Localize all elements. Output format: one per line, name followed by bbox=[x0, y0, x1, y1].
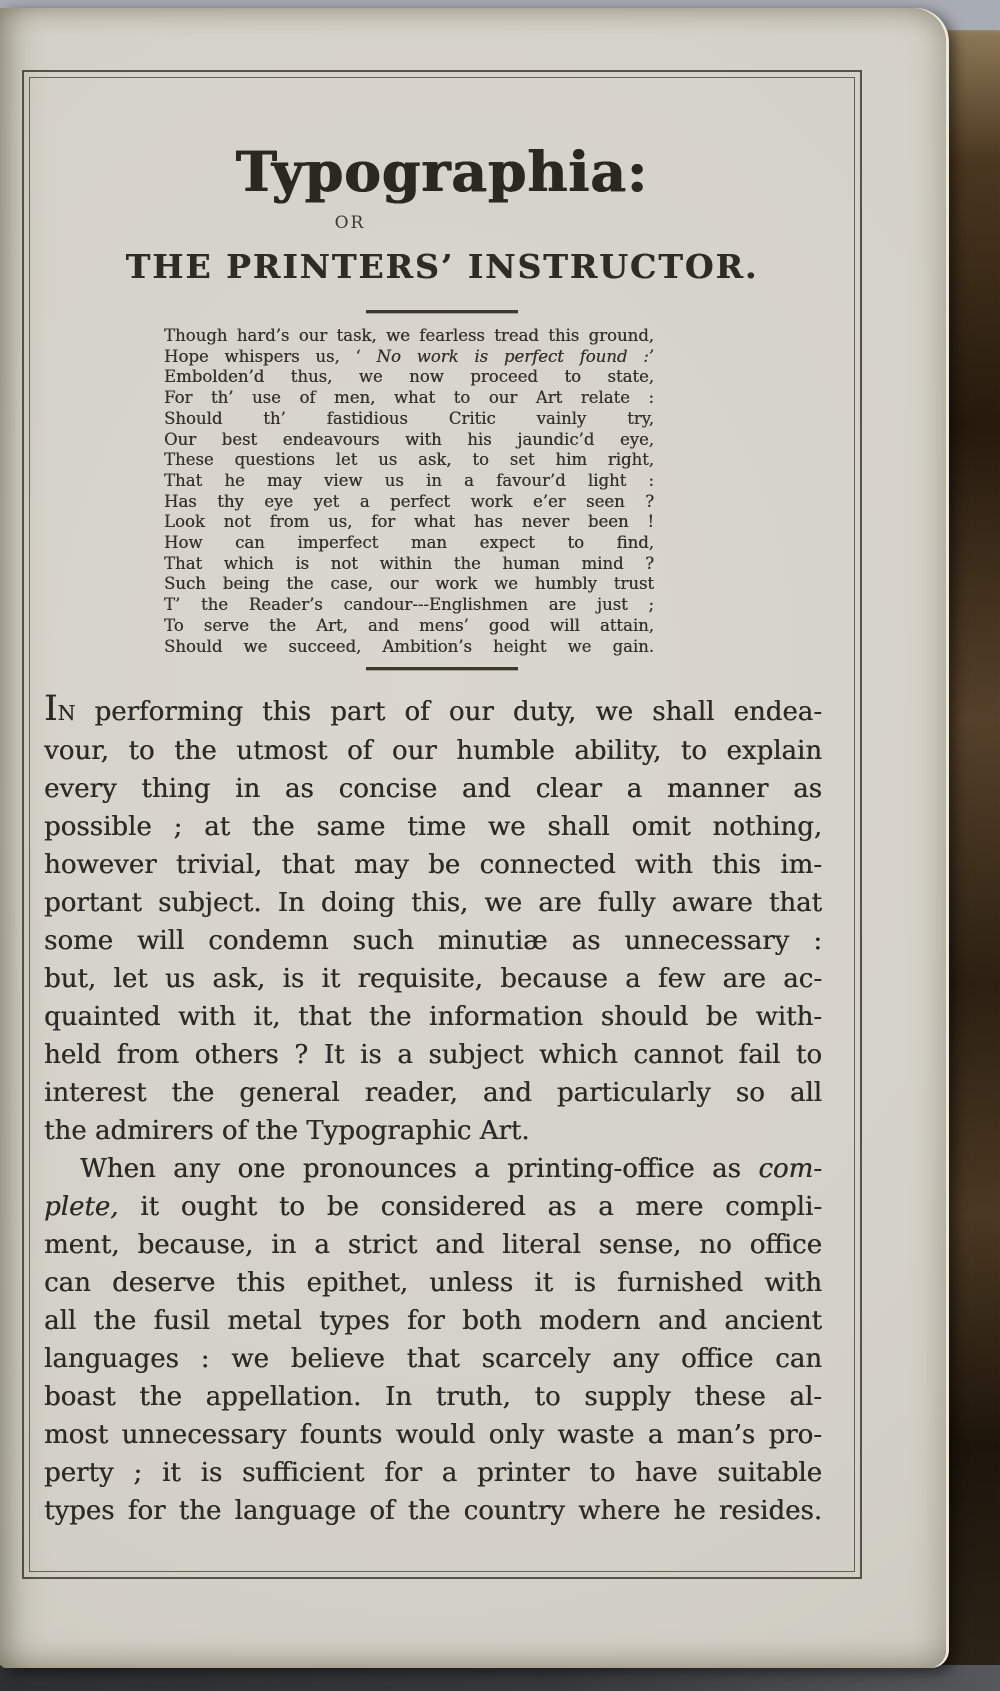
text-segment: When any one pronounces a printing-office as bbox=[80, 1154, 759, 1185]
body-text-line bbox=[44, 1150, 822, 1188]
text-segment: How can imperfect man expect to find, bbox=[164, 533, 654, 553]
text-segment: Look not from us, for what has never been ! bbox=[164, 512, 654, 532]
text-segment: plete, bbox=[44, 1192, 119, 1223]
body-text-line bbox=[44, 1340, 822, 1378]
text-segment: every thing in as concise and clear a manner as bbox=[44, 774, 822, 805]
text-segment: Though hard’s our task, we fearless tread this ground, bbox=[164, 326, 654, 345]
text-segment: That which is not within the human mind ? bbox=[164, 553, 654, 573]
book-subtitle: THE PRINTERS’ INSTRUCTOR. bbox=[125, 247, 759, 286]
body-text-line bbox=[44, 1492, 822, 1530]
poem-line bbox=[164, 637, 654, 658]
text-segment: Our best endeavours with his jaundic’d eye, bbox=[164, 429, 654, 449]
text-segment: These questions let us ask, to set him right, bbox=[164, 450, 654, 470]
text-segment: portant subject. In doing this, we are fully aware that bbox=[44, 888, 822, 919]
text-segment: all the fusil metal types for both modern and ancient bbox=[44, 1306, 822, 1337]
page-border-frame bbox=[22, 70, 862, 1579]
book-page bbox=[0, 8, 946, 1668]
text-segment: Such being the case, our work we humbly trust bbox=[164, 574, 654, 594]
body-text-line bbox=[44, 884, 822, 922]
poem-line bbox=[164, 574, 654, 595]
epigraph-poem bbox=[164, 326, 654, 657]
text-segment: types for the language of the country where he resides. bbox=[44, 1496, 822, 1527]
text-segment: Embolden’d thus, we now proceed to state, bbox=[164, 367, 654, 387]
text-segment: Should th’ fastidious Critic vainly try, bbox=[164, 408, 654, 428]
poem-line bbox=[164, 512, 654, 533]
body-text-line bbox=[44, 1226, 822, 1264]
text-segment: Should we succeed, Ambition’s height we gain. bbox=[164, 636, 654, 656]
body-text-line bbox=[44, 808, 822, 846]
body-text-line bbox=[44, 846, 822, 884]
poem-line bbox=[164, 430, 654, 451]
table-surface bbox=[0, 1665, 1000, 1691]
body-text-line bbox=[44, 1416, 822, 1454]
text-segment: boast the appellation. In truth, to supply these al- bbox=[44, 1382, 822, 1413]
poem-line bbox=[164, 554, 654, 575]
text-segment: quainted with it, that the information should be with- bbox=[44, 1002, 822, 1033]
body-paragraph-1 bbox=[44, 689, 822, 1150]
text-segment: That he may view us in a favour’d light : bbox=[164, 470, 654, 490]
text-segment: can deserve this epithet, unless it is furnished with bbox=[44, 1268, 822, 1299]
text-segment: some will condemn such minutiæ as unnecessary : bbox=[44, 926, 822, 957]
poem-line bbox=[164, 326, 654, 347]
body-text-line bbox=[44, 770, 822, 808]
text-segment: possible ; at the same time we shall omit nothing, bbox=[44, 812, 822, 843]
text-segment: To serve the Art, and mens’ good will attain, bbox=[164, 615, 654, 635]
text-segment: No work is perfect found :’ bbox=[376, 346, 654, 366]
page-border-frame-inner bbox=[29, 77, 855, 1572]
title-or-word: OR bbox=[334, 213, 366, 233]
poem-line bbox=[164, 492, 654, 513]
body-text-line bbox=[44, 998, 822, 1036]
page-content bbox=[30, 78, 854, 1571]
body-text-line bbox=[44, 732, 822, 770]
text-segment: For th’ use of men, what to our Art relate : bbox=[164, 388, 654, 408]
text-segment: however trivial, that may be connected with this im- bbox=[44, 850, 822, 881]
book-title: Typographia: bbox=[235, 139, 649, 204]
text-segment: most unnecessary founts would only waste a man’s pro- bbox=[44, 1420, 822, 1451]
body-text-line bbox=[44, 1302, 822, 1340]
text-segment: Hope whispers us, ‘ bbox=[164, 346, 377, 366]
text-segment: the admirers of the Typographic Art. bbox=[44, 1116, 530, 1147]
text-segment: it ought to be considered as a mere compli- bbox=[118, 1192, 822, 1223]
poem-line bbox=[164, 347, 654, 368]
body-text-line bbox=[44, 922, 822, 960]
divider-rule-top bbox=[366, 310, 518, 313]
body-text-line bbox=[44, 1378, 822, 1416]
body-text-line bbox=[44, 1112, 822, 1150]
poem-line bbox=[164, 616, 654, 637]
poem-line bbox=[164, 388, 654, 409]
text-segment: languages : we believe that scarcely any office can bbox=[44, 1344, 822, 1375]
text-segment: held from others ? It is a subject which cannot fail to bbox=[44, 1040, 822, 1071]
body-text-line bbox=[44, 1036, 822, 1074]
poem-line bbox=[164, 450, 654, 471]
body-text-line bbox=[44, 1188, 822, 1226]
divider-rule-bottom bbox=[366, 667, 518, 670]
body-text-line bbox=[44, 1264, 822, 1302]
text-segment: Has thy eye yet a perfect work e’er seen ? bbox=[164, 491, 654, 511]
text-segment: performing this part of our duty, we shall endea- bbox=[75, 697, 822, 728]
text-segment: ment, because, in a strict and literal sense, no office bbox=[44, 1230, 822, 1261]
poem-line bbox=[164, 471, 654, 492]
text-segment: N bbox=[57, 701, 76, 726]
text-segment: com- bbox=[758, 1154, 822, 1185]
text-segment: perty ; it is sufficient for a printer to have suitable bbox=[44, 1458, 822, 1489]
poem-line bbox=[164, 595, 654, 616]
text-segment: but, let us ask, is it requisite, because a few are ac- bbox=[44, 964, 822, 995]
poem-line bbox=[164, 533, 654, 554]
poem-line bbox=[164, 409, 654, 430]
body-paragraph-2 bbox=[44, 1150, 822, 1530]
body-text-line bbox=[44, 1074, 822, 1112]
text-segment: interest the general reader, and particularly so all bbox=[44, 1078, 822, 1109]
body-text-line bbox=[44, 960, 822, 998]
poem-line bbox=[164, 367, 654, 388]
text-segment: vour, to the utmost of our humble ability, to explain bbox=[44, 736, 822, 767]
body-text-line bbox=[44, 1454, 822, 1492]
text-segment: I bbox=[44, 689, 58, 730]
body-text-line bbox=[44, 689, 822, 732]
text-segment: T’ the Reader’s candour---Englishmen are just ; bbox=[164, 595, 654, 615]
